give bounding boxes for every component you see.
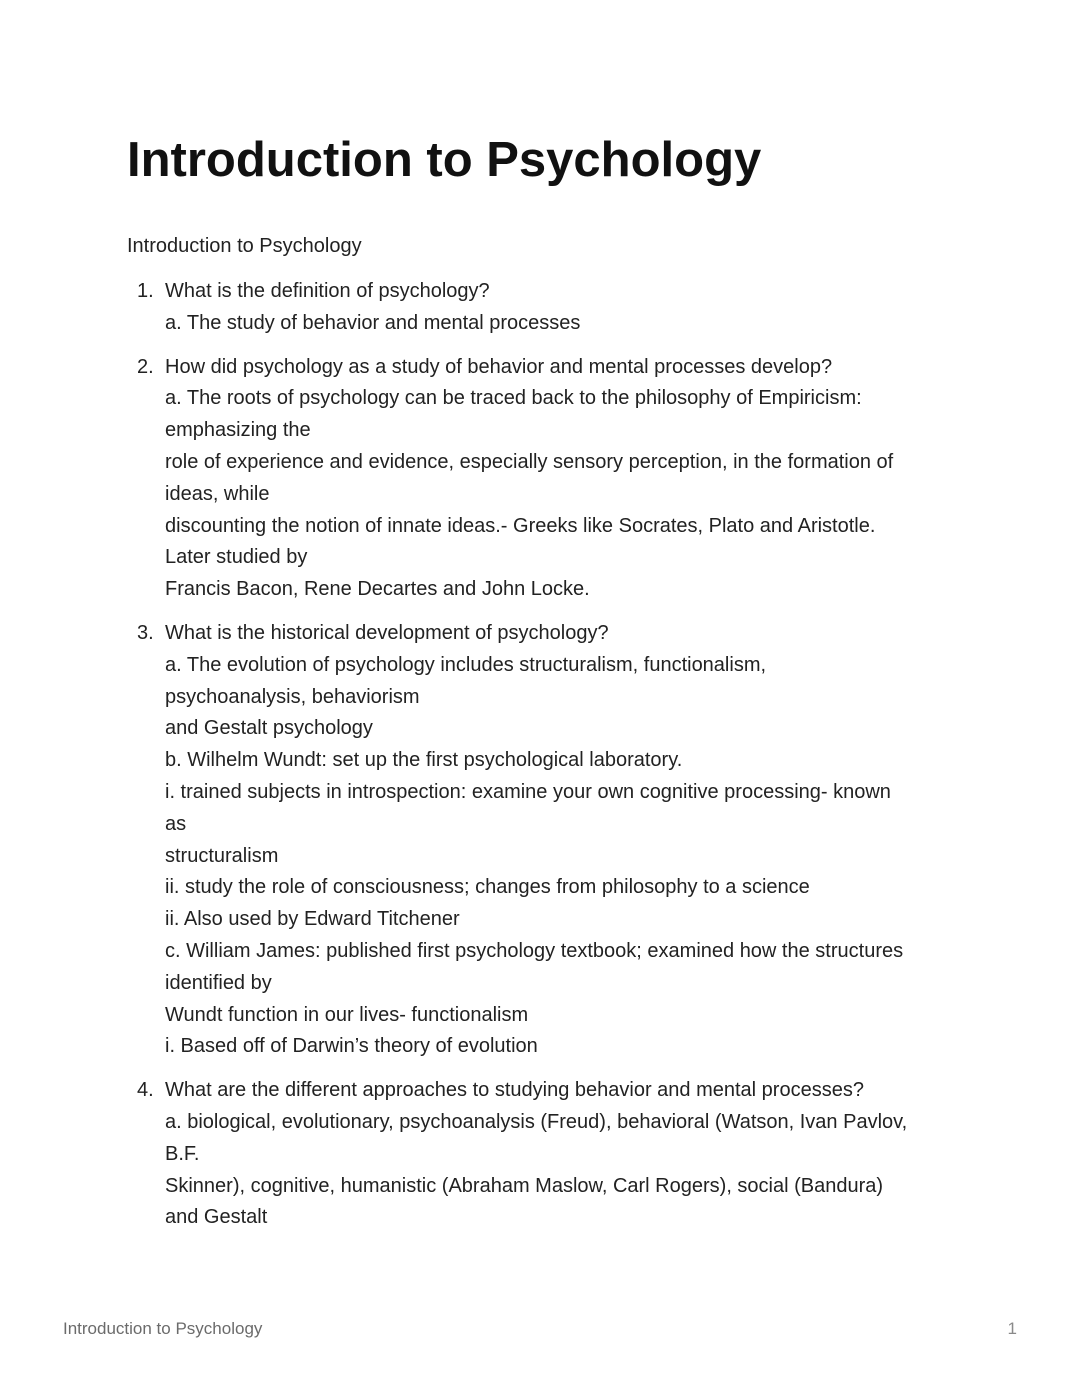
list-item-number: 2. (137, 355, 154, 378)
answer-line: Wundt function in our lives- functionalism (165, 1003, 529, 1026)
answer-line: identified by (165, 971, 272, 994)
question-text: What is the definition of psychology? (165, 280, 490, 302)
answer-line: structuralism (165, 844, 279, 867)
answer-line: i. Based off of Darwin’s theory of evolution (165, 1035, 538, 1058)
answer-line: emphasizing the (165, 419, 311, 442)
answer-line: discounting the notion of innate ideas.- Greeks like Socrates, Plato and Aristotle. (165, 514, 876, 537)
answer-line: role of experience and evidence, especially sensory perception, in the formation of (165, 450, 894, 473)
answer-line: ideas, while (165, 482, 270, 505)
page-title: Introduction to Psychology (127, 133, 762, 187)
answer-line: B.F. (165, 1142, 200, 1165)
answer-line: a. biological, evolutionary, psychoanalysis (Freud), behavioral (Watson, Ivan Pavlov, (165, 1110, 908, 1133)
answer-line: as (165, 812, 187, 835)
list-item (127, 352, 957, 606)
answer-line: ii. study the role of consciousness; changes from philosophy to a science (165, 876, 810, 899)
list-item (127, 618, 957, 1063)
question-text: How did psychology as a study of behavior and mental processes develop? (165, 355, 833, 378)
list-item-number: 4. (137, 1079, 154, 1102)
answer-line: Later studied by (165, 546, 308, 569)
answer-line: a. The roots of psychology can be traced back to the philosophy of Empiricism: (165, 387, 862, 410)
document-subtitle: Introduction to Psychology (127, 235, 362, 257)
answer-line: and Gestalt (165, 1206, 268, 1229)
footer-page-number: 1 (1007, 1319, 1017, 1338)
answer-line: psychoanalysis, behaviorism (165, 685, 420, 708)
answer-line: i. trained subjects in introspection: examine your own cognitive processing- known (165, 780, 891, 803)
answer-line: ii. Also used by Edward Titchener (165, 908, 460, 931)
question-list (127, 276, 957, 1246)
answer-line: Francis Bacon, Rene Decartes and John Locke. (165, 578, 590, 601)
question-text: What is the historical development of psychology? (165, 621, 609, 644)
answer-line: a. The evolution of psychology includes structuralism, functionalism, (165, 653, 767, 676)
list-item (127, 1075, 957, 1234)
list-item-number: 3. (137, 621, 154, 644)
answer-line: and Gestalt psychology (165, 717, 373, 740)
list-item (127, 276, 957, 340)
answer-line: a. The study of behavior and mental processes (165, 311, 581, 334)
question-text: What are the different approaches to studying behavior and mental processes? (165, 1079, 864, 1102)
answer-line: c. William James: published first psychology textbook; examined how the structures (165, 939, 904, 962)
answer-line: Skinner), cognitive, humanistic (Abraham Maslow, Carl Rogers), social (Bandura) (165, 1174, 884, 1197)
footer-title: Introduction to Psychology (63, 1319, 263, 1338)
answer-line: b. Wilhelm Wundt: set up the first psychological laboratory. (165, 749, 683, 772)
list-item-number: 1. (137, 280, 154, 302)
